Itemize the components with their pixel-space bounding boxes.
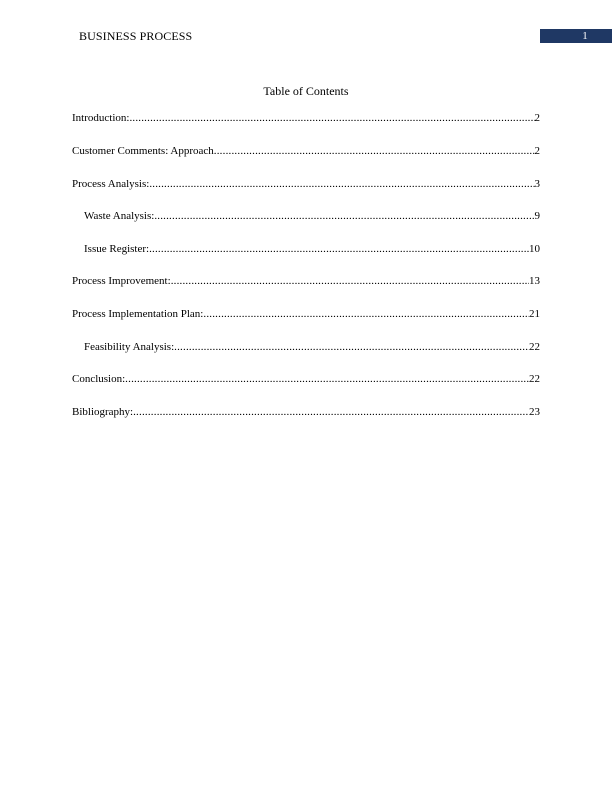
- toc-entry-introduction[interactable]: [72, 110, 540, 126]
- toc-entry-process-implementation-plan[interactable]: [72, 306, 540, 322]
- toc-entry-page: 3: [534, 178, 540, 190]
- toc-entry-label: Process Analysis:: [72, 178, 150, 190]
- toc-entry-process-analysis[interactable]: [72, 176, 540, 192]
- toc-dot-leader: [171, 273, 529, 289]
- toc-entry-label: Process Implementation Plan:: [72, 308, 204, 320]
- page-number: 1: [582, 30, 588, 42]
- toc-dot-leader: [125, 371, 529, 387]
- toc-dot-leader: [133, 404, 529, 420]
- toc-entry-page: 13: [529, 275, 540, 287]
- toc-entry-page: 22: [529, 341, 540, 353]
- toc-entry-label: Customer Comments: Approach: [72, 145, 214, 157]
- toc-entry-process-improvement[interactable]: [72, 273, 540, 289]
- toc-entry-label: Introduction:: [72, 112, 130, 124]
- toc-dot-leader: [174, 339, 529, 355]
- toc-entry-page: 21: [529, 308, 540, 320]
- toc-entry-page: 10: [529, 243, 540, 255]
- toc-entry-page: 2: [534, 145, 540, 157]
- toc-entry-page: 2: [534, 112, 540, 124]
- toc-dot-leader: [214, 143, 535, 159]
- toc-entry-waste-analysis[interactable]: [84, 208, 540, 224]
- toc-entry-customer-comments[interactable]: [72, 143, 540, 159]
- toc-heading: Table of Contents: [263, 84, 349, 98]
- toc-entry-label: Bibliography:: [72, 406, 134, 418]
- toc-entry-issue-register[interactable]: [84, 241, 540, 257]
- running-header: BUSINESS PROCESS: [79, 29, 193, 43]
- toc-entry-label: Waste Analysis:: [84, 210, 155, 222]
- toc-dot-leader: [203, 306, 529, 322]
- toc-entry-label: Process Improvement:: [72, 275, 171, 287]
- toc-entry-page: 23: [529, 406, 540, 418]
- page-number-badge: [540, 29, 612, 43]
- toc-dot-leader: [149, 241, 529, 257]
- toc-entry-label: Conclusion:: [72, 373, 126, 385]
- toc-dot-leader: [129, 110, 534, 126]
- toc-entry-page: 9: [534, 210, 540, 222]
- toc-entry-label: Issue Register:: [84, 243, 150, 255]
- toc-entry-label: Feasibility Analysis:: [84, 341, 175, 353]
- toc-dot-leader: [154, 208, 534, 224]
- toc-entry-page: 22: [529, 373, 540, 385]
- toc-dot-leader: [149, 176, 534, 192]
- toc-entry-feasibility-analysis[interactable]: [84, 339, 540, 355]
- toc-entry-conclusion[interactable]: [72, 371, 540, 387]
- toc-entry-bibliography[interactable]: [72, 404, 540, 420]
